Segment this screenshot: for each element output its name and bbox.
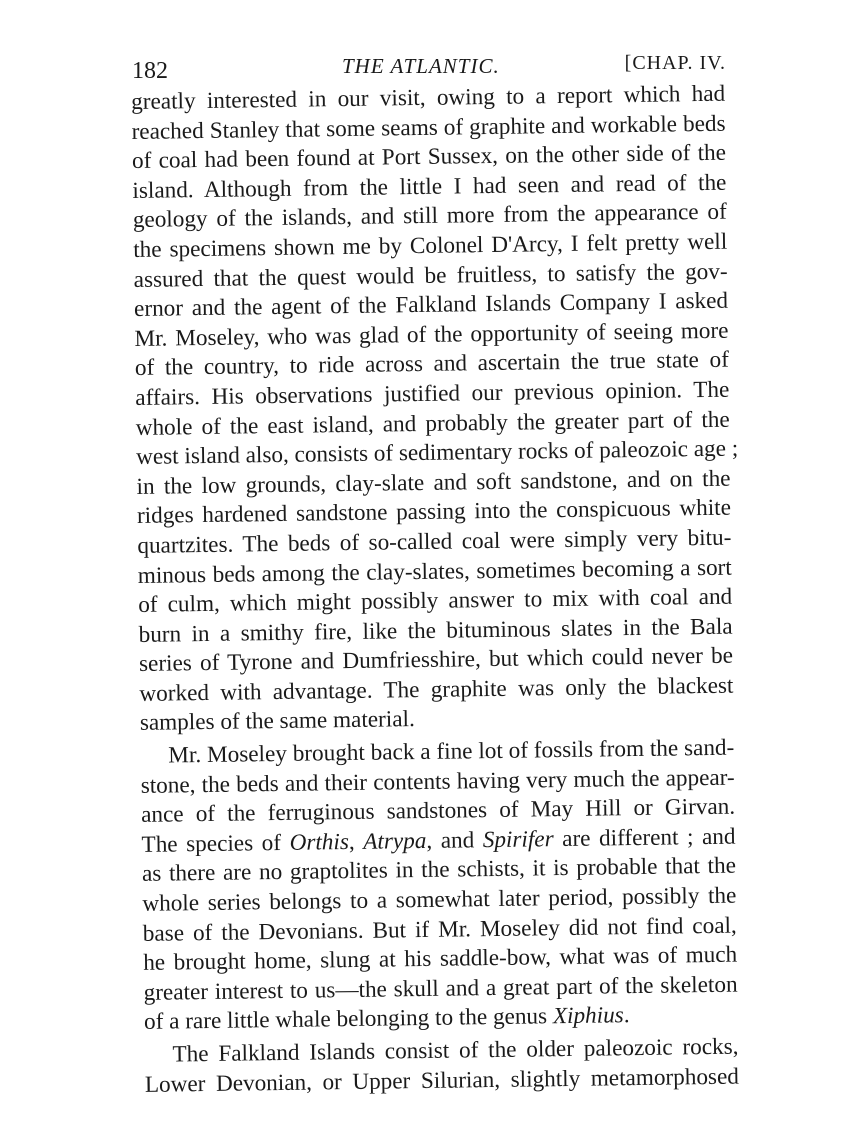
text-line: west island also, consists of sedimentary rocks of paleozoic age ; — [135, 435, 739, 471]
text-line: affairs. His observations justified our previous opinion. The — [135, 376, 730, 411]
text-line: greater interest to us—the skull and a great part of the skeleton — [143, 971, 738, 1006]
text-run: are different ; and — [553, 823, 736, 853]
text-line: minous beds among the clay-slates, sometimes becoming a sort — [137, 554, 732, 589]
text-line: Lower Devonian, or Upper Silurian, slightly metamorphosed — [144, 1063, 740, 1098]
genus-atrypa: Atrypa — [363, 827, 427, 855]
text-line: reached Stanley that some seams of graphite and workable beds — [131, 110, 726, 145]
chapter-label: [CHAP. IV. — [624, 52, 726, 74]
text-line: Mr. Moseley brought back a fine lot of fossils from the sand- — [168, 734, 735, 769]
text-line: the specimens shown me by Colonel D'Arcy, I felt pretty well — [133, 228, 728, 263]
text-line: of the country, to ride across and ascertain the true state of — [134, 347, 730, 382]
text-line: samples of the same material. — [139, 706, 415, 737]
genus-xiphius: Xiphius — [552, 1002, 624, 1030]
text-line: of coal had been found at Port Sussex, on the other side of the — [131, 139, 727, 175]
text-run: The species of — [141, 829, 290, 858]
text-line: Mr. Moseley, who was glad of the opportunity of seeing more — [134, 317, 729, 352]
text-line: ridges hardened sandstone passing into the conspicuous white — [136, 494, 732, 530]
paragraph-1 — [131, 80, 739, 739]
text-line: series of Tyrone and Dumfriesshire, but which could never be — [138, 642, 734, 678]
text-line: as there are no graptolites in the schists, it is probable that the — [141, 853, 737, 888]
text-line: worked with advantage. The graphite was only the blackest — [139, 672, 734, 707]
text-line: whole of the east island, and probably the greater part of the — [135, 406, 730, 441]
text-line: burn in a smithy fire, like the bituminous slates in the Bala — [138, 613, 733, 648]
text-line: in the low grounds, clay-slate and soft sandstone, and on the — [136, 465, 731, 500]
genus-spirifer: Spirifer — [482, 826, 554, 854]
text-line: greatly interested in our visit, owing to a report which had — [131, 80, 726, 115]
text-line: of culm, which might possibly answer to mix with coal and — [138, 583, 733, 619]
body-text — [131, 80, 740, 1098]
text-line: he brought home, slung at his saddle-bow, what was of much — [143, 941, 738, 977]
text-line: quartzites. The beds of so-called coal were simply very bitu- — [137, 524, 732, 559]
text-line: assured that the quest would be fruitless, to satisfy the gov- — [133, 258, 728, 293]
page-number: 182 — [132, 58, 168, 84]
text-run: , — [348, 828, 364, 855]
text-line: whole series belongs to a somewhat later period, possibly the — [142, 882, 737, 917]
text-line: ernor and the agent of the Falkland Islands Company I asked — [133, 287, 729, 323]
text-run: . — [623, 1002, 630, 1029]
genus-orthis: Orthis — [289, 828, 350, 856]
text-line: ance of the ferruginous sandstones of May Hill or Girvan. — [140, 793, 736, 829]
text-run: , and — [426, 827, 483, 854]
text-line: geology of the islands, and still more from the appearance of — [132, 199, 727, 234]
running-title: THE ATLANTIC. — [342, 54, 500, 78]
paragraph-3 — [144, 1033, 739, 1100]
text-line: stone, the beds and their contents having very much the appear- — [140, 764, 735, 799]
text-run: of a rare little whale belonging to the genus — [143, 1003, 554, 1036]
text-line: The Falkland Islands consist of the older paleozoic rocks, — [172, 1033, 739, 1068]
text-line: island. Although from the little I had seen and read of the — [132, 169, 727, 204]
text-line: base of the Devonians. But if Mr. Moseley did not find coal, — [142, 912, 737, 947]
paragraph-2 — [140, 734, 738, 1038]
